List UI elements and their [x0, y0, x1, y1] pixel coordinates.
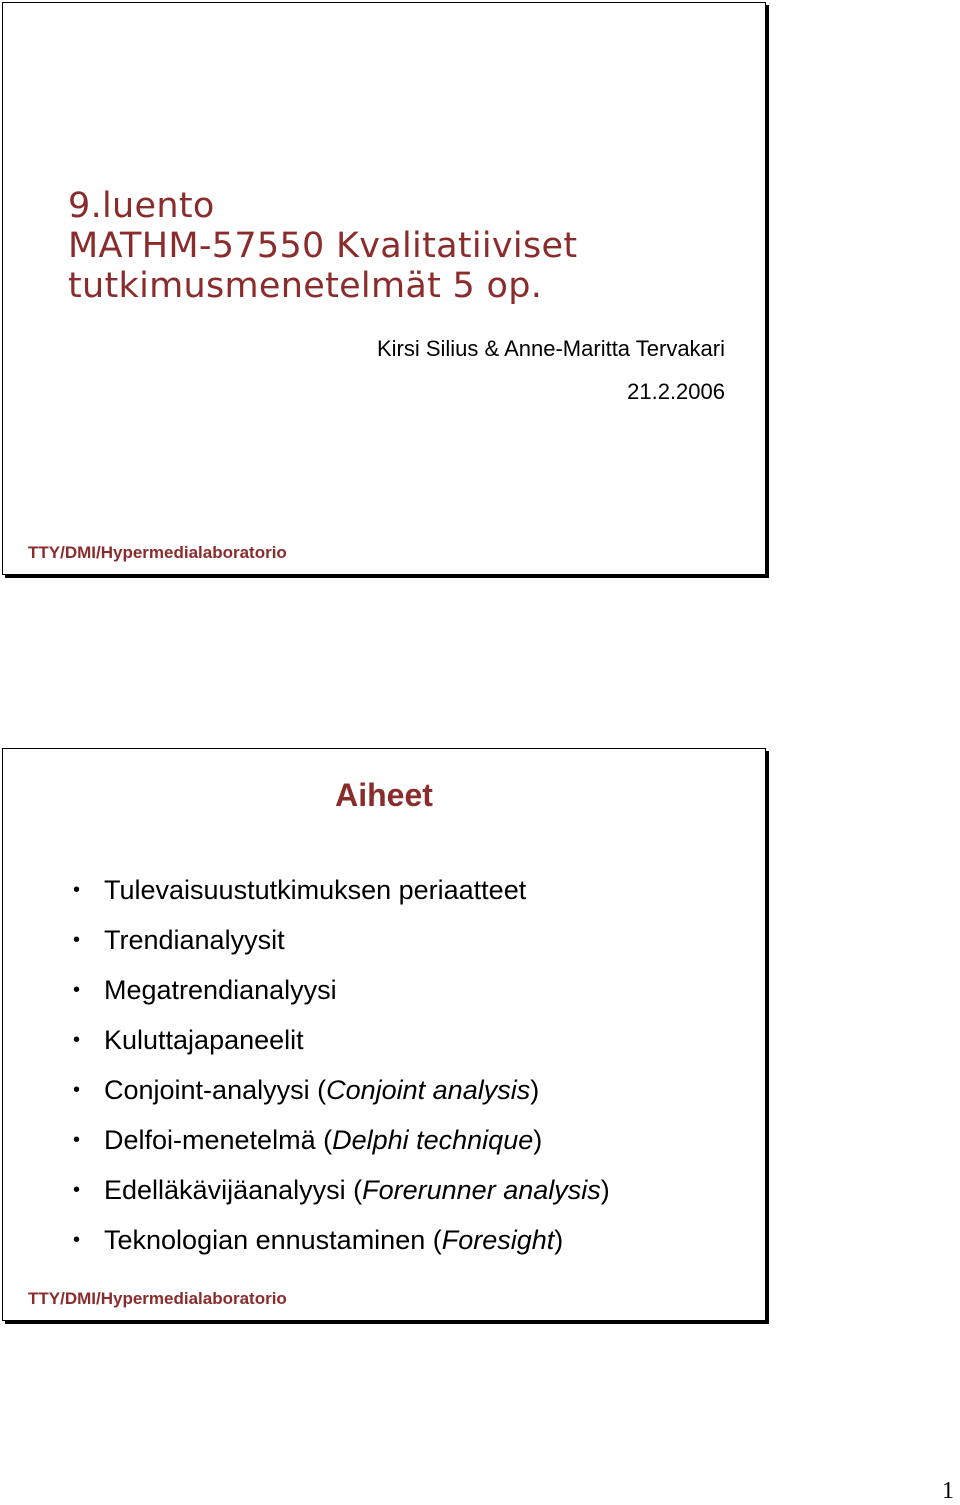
topic-english-term: Foresight [441, 1225, 555, 1255]
topic-text: Trendianalyysit [104, 925, 285, 955]
list-item [73, 1165, 610, 1215]
title-line-1: 9.luento [68, 186, 215, 226]
bullet-icon: • [73, 1079, 81, 1101]
bullet-icon: • [73, 1229, 81, 1251]
slide-1-title [68, 186, 577, 306]
topic-text: Kuluttajapaneelit [104, 1025, 304, 1055]
slide-1 [2, 2, 766, 575]
list-item [73, 1065, 610, 1115]
list-item [73, 1015, 610, 1065]
list-item [73, 865, 610, 915]
authors: Kirsi Silius & Anne-Maritta Tervakari [376, 336, 725, 361]
topic-text: Teknologian ennustaminen ( [104, 1225, 442, 1255]
bullet-icon: • [73, 1179, 81, 1201]
list-item [73, 965, 610, 1015]
topic-text: Delfoi-menetelmä ( [104, 1125, 333, 1155]
slide-1-footer: TTY/DMI/Hypermedialaboratorio [28, 543, 287, 562]
topic-text: Tulevaisuustutkimuksen periaatteet [104, 875, 527, 905]
title-line-3: tutkimusmenetelmät 5 op. [68, 266, 543, 306]
list-item [73, 915, 610, 965]
topic-list [73, 865, 610, 1265]
topic-suffix: ) [600, 1175, 610, 1205]
topic-suffix: ) [533, 1125, 543, 1155]
topic-text: Conjoint-analyysi ( [104, 1075, 327, 1105]
list-item [73, 1215, 610, 1265]
page-number: 1 [942, 1478, 954, 1504]
bullet-icon: • [73, 979, 81, 1001]
bullet-icon: • [73, 1029, 81, 1051]
bullet-icon: • [73, 929, 81, 951]
bullet-icon: • [73, 879, 81, 901]
slide-2-title: Aiheet [335, 777, 433, 813]
slide-2 [2, 748, 766, 1321]
list-item [73, 1115, 610, 1165]
topic-english-term: Conjoint analysis [326, 1075, 531, 1105]
topic-text: Edelläkävijäanalyysi ( [104, 1175, 363, 1205]
topic-english-term: Forerunner analysis [362, 1175, 601, 1205]
topic-suffix: ) [530, 1075, 540, 1105]
topic-suffix: ) [554, 1225, 564, 1255]
slide-2-footer: TTY/DMI/Hypermedialaboratorio [28, 1289, 287, 1308]
title-line-2: MATHM-57550 Kvalitatiiviset [68, 226, 578, 266]
topic-text: Megatrendianalyysi [104, 975, 337, 1005]
topic-english-term: Delphi technique [332, 1125, 534, 1155]
date: 21.2.2006 [627, 379, 725, 404]
bullet-icon: • [73, 1129, 81, 1151]
